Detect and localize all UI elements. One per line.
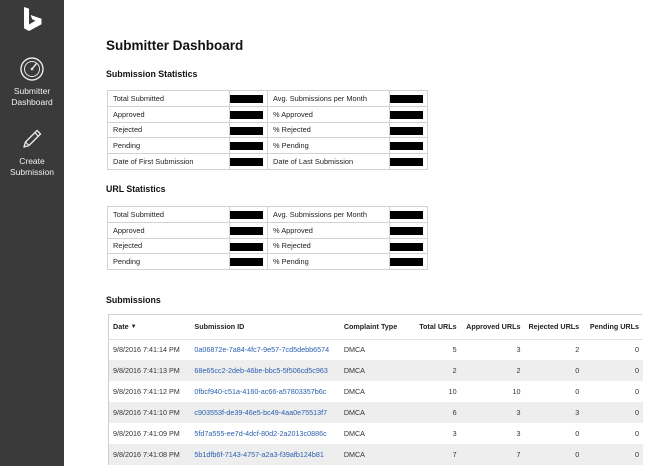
- stat-value: [390, 106, 428, 122]
- redacted-value: [230, 142, 263, 150]
- column-header-submission-id[interactable]: Submission ID: [190, 315, 339, 339]
- stat-label: Date of First Submission: [108, 154, 230, 170]
- submissions-table-container: [108, 314, 642, 465]
- redacted-value: [390, 95, 423, 103]
- submission-id-link[interactable]: 0a06872e-7a84-4fc7-9e57-7cd5debb6574: [194, 345, 330, 355]
- stat-value: [230, 122, 268, 138]
- stats-row: [108, 238, 428, 254]
- redacted-value: [390, 243, 423, 251]
- submission-id-link[interactable]: 5fd7a555-ee7d-4dcf-80d2-2a2013c0886c: [194, 429, 327, 438]
- cell-total-urls: 2: [407, 360, 460, 381]
- cell-pending-urls: 0: [635, 387, 639, 396]
- submission-id-link[interactable]: 0fbcf940-c51a-4160-ac66-a57803357b6c: [194, 387, 327, 396]
- table-header-row: [109, 315, 643, 339]
- redacted-value: [230, 211, 263, 219]
- stat-value: [230, 222, 268, 238]
- redacted-value: [230, 127, 263, 135]
- column-header-rejected-urls[interactable]: Rejected URLs: [524, 315, 583, 339]
- column-header-complaint-type[interactable]: Complaint Type: [340, 315, 407, 339]
- cell-approved-urls: 2: [461, 360, 525, 381]
- cell-rejected-urls: 0: [575, 387, 580, 396]
- cell-approved-urls: 10: [512, 387, 521, 396]
- redacted-value: [230, 158, 263, 166]
- stat-label: Approved: [108, 222, 230, 238]
- cell-date: 9/8/2016 7:41:08 PM: [109, 444, 190, 465]
- stat-value: [230, 106, 268, 122]
- sidebar-item-label: Create: [19, 156, 45, 166]
- stat-label: % Rejected: [268, 122, 390, 138]
- cell-approved-urls: 3: [461, 402, 525, 423]
- cell-total-urls: 10: [448, 387, 457, 396]
- cell-date: 9/8/2016 7:41:12 PM: [113, 387, 180, 396]
- stat-value: [230, 254, 268, 270]
- stat-value: [390, 222, 428, 238]
- cell-approved-urls: 3: [516, 429, 521, 438]
- redacted-value: [390, 142, 423, 150]
- submission-statistics-title: Submission Statistics: [106, 69, 198, 79]
- cell-complaint-type: DMCA: [343, 429, 365, 438]
- redacted-value: [390, 227, 423, 235]
- cell-date: 9/8/2016 7:41:13 PM: [109, 360, 190, 381]
- submission-id-link[interactable]: 68e65cc2-2deb-46be-bbc5-5f506cd5c963: [190, 360, 339, 381]
- cell-rejected-urls: 0: [524, 444, 583, 465]
- cell-total-urls: 6: [407, 402, 460, 423]
- submission-id-link[interactable]: c903553f-de39-46e5-bc49-4aa0e75513f7: [190, 402, 339, 423]
- redacted-value: [230, 111, 263, 119]
- stats-row: [108, 254, 428, 270]
- submissions-table: [109, 315, 643, 465]
- redacted-value: [230, 243, 263, 251]
- bing-logo-icon[interactable]: [22, 6, 44, 32]
- stat-label: % Approved: [268, 222, 390, 238]
- stats-row: [108, 207, 428, 223]
- cell-pending-urls: 0: [635, 429, 639, 438]
- sidebar-item-label: Submission: [10, 167, 54, 177]
- stat-label: Date of Last Submission: [268, 154, 390, 170]
- stat-value: [230, 207, 268, 223]
- cell-pending-urls: 0: [583, 402, 643, 423]
- cell-complaint-type: DMCA: [340, 402, 407, 423]
- stat-value: [230, 138, 268, 154]
- url-statistics-table: [107, 206, 428, 270]
- cell-approved-urls: 3: [516, 345, 521, 355]
- cell-total-urls: 5: [452, 345, 457, 355]
- cell-complaint-type: DMCA: [340, 444, 407, 465]
- stats-row: [108, 154, 428, 170]
- cell-date: 9/8/2016 7:41:10 PM: [109, 402, 190, 423]
- cell-pending-urls: 0: [583, 360, 643, 381]
- stats-row: [108, 106, 428, 122]
- stats-row: [108, 222, 428, 238]
- stat-value: [390, 91, 428, 107]
- column-header-date[interactable]: [109, 315, 190, 339]
- stats-row: [108, 91, 428, 107]
- pencil-icon: [19, 126, 45, 152]
- redacted-value: [390, 211, 423, 219]
- redacted-value: [230, 258, 263, 266]
- table-row: [109, 444, 643, 465]
- redacted-value: [230, 227, 263, 235]
- column-header-approved-urls[interactable]: Approved URLs: [461, 315, 525, 339]
- stat-label: % Pending: [268, 138, 390, 154]
- stat-label: % Rejected: [268, 238, 390, 254]
- stat-label: Total Submitted: [108, 91, 230, 107]
- stat-value: [390, 154, 428, 170]
- submission-id-link[interactable]: 5b1dfb6f-7143-4757-a2a3-f39afb124b81: [190, 444, 339, 465]
- stat-value: [390, 138, 428, 154]
- cell-pending-urls: 0: [635, 345, 639, 355]
- table-row: [109, 381, 643, 402]
- stat-label: Total Submitted: [108, 207, 230, 223]
- gauge-icon: [19, 56, 45, 82]
- sidebar: [0, 0, 64, 466]
- stat-label: Rejected: [108, 238, 230, 254]
- cell-approved-urls: 7: [461, 444, 525, 465]
- redacted-value: [230, 95, 263, 103]
- cell-rejected-urls: 0: [524, 360, 583, 381]
- cell-complaint-type: DMCA: [343, 345, 365, 355]
- stat-label: % Pending: [268, 254, 390, 270]
- url-statistics-title: URL Statistics: [106, 184, 166, 194]
- stat-label: Pending: [108, 254, 230, 270]
- submissions-title: Submissions: [106, 295, 161, 305]
- cell-rejected-urls: 3: [524, 402, 583, 423]
- stat-value: [230, 154, 268, 170]
- sidebar-item-label: Dashboard: [11, 97, 53, 107]
- cell-complaint-type: DMCA: [340, 360, 407, 381]
- stat-label: Pending: [108, 138, 230, 154]
- column-header-total-urls[interactable]: Total URLs: [407, 315, 460, 339]
- stat-label: Avg. Submissions per Month: [268, 91, 390, 107]
- cell-complaint-type: DMCA: [343, 387, 365, 396]
- stat-label: % Approved: [268, 106, 390, 122]
- cell-total-urls: 7: [407, 444, 460, 465]
- column-header-pending-urls[interactable]: Pending URLs: [583, 315, 643, 339]
- column-header-label: Date: [113, 322, 129, 332]
- cell-date: 9/8/2016 7:41:09 PM: [113, 429, 180, 438]
- redacted-value: [390, 258, 423, 266]
- submission-statistics-table: [107, 90, 428, 170]
- redacted-value: [390, 111, 423, 119]
- stat-value: [390, 122, 428, 138]
- table-row: [109, 423, 643, 444]
- cell-total-urls: 3: [452, 429, 457, 438]
- table-row: [109, 402, 643, 423]
- stat-value: [230, 238, 268, 254]
- stat-label: Rejected: [108, 122, 230, 138]
- stats-row: [108, 138, 428, 154]
- sidebar-item-label: Submitter: [13, 86, 51, 96]
- stat-label: Approved: [108, 106, 230, 122]
- stat-value: [390, 238, 428, 254]
- table-row: [109, 360, 643, 381]
- sort-descending-icon[interactable]: ▼: [130, 324, 137, 331]
- stat-value: [390, 207, 428, 223]
- stat-label: Avg. Submissions per Month: [268, 207, 390, 223]
- sidebar-item-create-submission[interactable]: [0, 126, 64, 178]
- stat-value: [230, 91, 268, 107]
- page-title: Submitter Dashboard: [106, 38, 244, 53]
- redacted-value: [390, 127, 423, 135]
- sidebar-item-submitter-dashboard[interactable]: [0, 56, 64, 108]
- stats-row: [108, 122, 428, 138]
- cell-rejected-urls: 0: [575, 429, 580, 438]
- cell-pending-urls: 0: [583, 444, 643, 465]
- cell-rejected-urls: 2: [575, 345, 580, 355]
- table-row: [109, 339, 643, 360]
- redacted-value: [390, 158, 423, 166]
- cell-date: 9/8/2016 7:41:14 PM: [113, 345, 180, 355]
- stat-value: [390, 254, 428, 270]
